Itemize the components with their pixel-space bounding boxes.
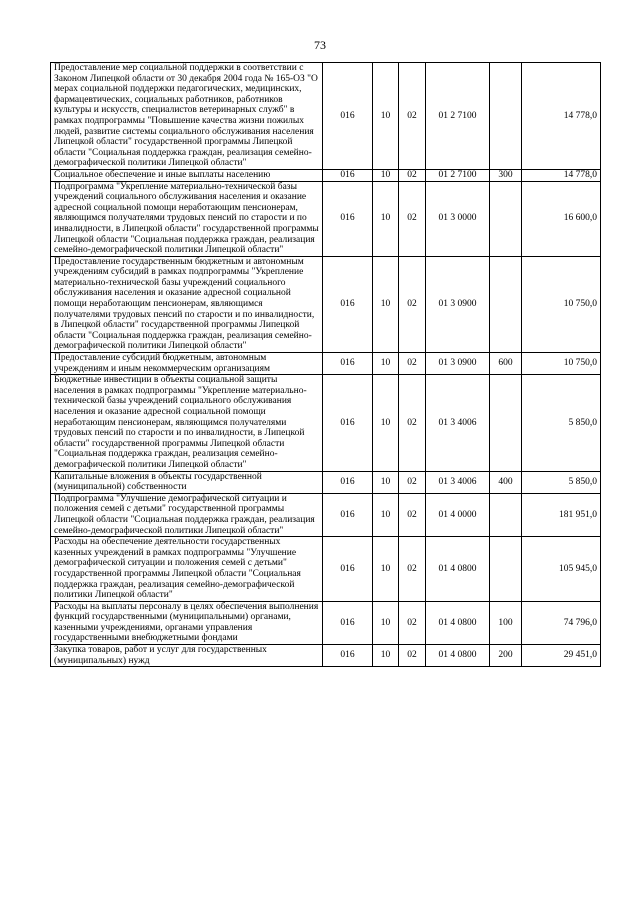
ministry-code-cell: 016 xyxy=(323,181,373,256)
expense-type-cell xyxy=(490,63,522,170)
table-row xyxy=(51,353,601,375)
subsection-code-cell: 02 xyxy=(399,63,426,170)
target-article-cell: 01 2 7100 xyxy=(426,169,490,181)
amount-cell: 29 451,0 xyxy=(522,645,601,667)
subsection-code-cell: 02 xyxy=(399,537,426,602)
amount-cell: 14 778,0 xyxy=(522,63,601,170)
expense-type-cell xyxy=(490,493,522,536)
subsection-code-cell: 02 xyxy=(399,169,426,181)
target-article-cell: 01 4 0800 xyxy=(426,537,490,602)
expense-type-cell: 300 xyxy=(490,169,522,181)
target-article-cell: 01 3 4006 xyxy=(426,375,490,471)
expense-name-cell: Бюджетные инвестиции в объекты социальной защиты населения в рамках подпрограммы "Укрепление материально-технической базы учреждений социального обслуживания населения и оказание адресной социальной помощи неработающим пенсионерам, являющимся получателями трудовых пенсий по старости и по инвалидности, в Липецкой области" государственной программы Липецкой области "Социальная поддержка граждан, реализация семейно-демографической политики Липецкой области" xyxy=(51,375,323,471)
expense-name-cell: Капитальные вложения в объекты государственной (муниципальной) собственности xyxy=(51,471,323,493)
ministry-code-cell: 016 xyxy=(323,493,373,536)
target-article-cell: 01 3 0900 xyxy=(426,353,490,375)
section-code-cell: 10 xyxy=(373,256,399,352)
expense-type-cell xyxy=(490,375,522,471)
target-article-cell: 01 3 4006 xyxy=(426,471,490,493)
expense-type-cell: 200 xyxy=(490,645,522,667)
target-article-cell: 01 4 0800 xyxy=(426,601,490,644)
table-row xyxy=(51,471,601,493)
expense-type-cell xyxy=(490,181,522,256)
table-row xyxy=(51,181,601,256)
ministry-code-cell: 016 xyxy=(323,471,373,493)
amount-cell: 10 750,0 xyxy=(522,353,601,375)
expense-type-cell: 400 xyxy=(490,471,522,493)
target-article-cell: 01 2 7100 xyxy=(426,63,490,170)
expense-name-cell: Социальное обеспечение и иные выплаты населению xyxy=(51,169,323,181)
subsection-code-cell: 02 xyxy=(399,493,426,536)
expense-name-cell: Расходы на выплаты персоналу в целях обеспечения выполнения функций государственными (муниципальными) органами, казенными учреждениями, органами управления государственными внебюджетными фондами xyxy=(51,601,323,644)
subsection-code-cell: 02 xyxy=(399,471,426,493)
section-code-cell: 10 xyxy=(373,63,399,170)
ministry-code-cell: 016 xyxy=(323,537,373,602)
amount-cell: 5 850,0 xyxy=(522,375,601,471)
budget-table-body xyxy=(51,63,601,667)
subsection-code-cell: 02 xyxy=(399,601,426,644)
ministry-code-cell: 016 xyxy=(323,63,373,170)
amount-cell: 10 750,0 xyxy=(522,256,601,352)
target-article-cell: 01 4 0000 xyxy=(426,493,490,536)
table-row xyxy=(51,645,601,667)
table-row xyxy=(51,169,601,181)
expense-name-cell: Предоставление субсидий бюджетным, автономным учреждениям и иным некоммерческим организациям xyxy=(51,353,323,375)
target-article-cell: 01 3 0900 xyxy=(426,256,490,352)
table-row xyxy=(51,601,601,644)
expense-type-cell xyxy=(490,537,522,602)
section-code-cell: 10 xyxy=(373,181,399,256)
expense-name-cell: Предоставление мер социальной поддержки в соответствии с Законом Липецкой области от 30 декабря 2004 года № 165-ОЗ "О мерах социальной поддержки педагогических, медицинских, фармацевтических, социальных работников, работников культуры и искусств, специалистов ветеринарных служб" в рамках подпрограммы "Повышение качества жизни пожилых людей, развитие системы социального обслуживания населения Липецкой области" государственной программы Липецкой области "Социальная поддержка граждан, реализация семейно-демографической политики Липецкой области" xyxy=(51,63,323,170)
page-number: 73 xyxy=(314,38,326,52)
subsection-code-cell: 02 xyxy=(399,256,426,352)
amount-cell: 5 850,0 xyxy=(522,471,601,493)
section-code-cell: 10 xyxy=(373,169,399,181)
expense-name-cell: Расходы на обеспечение деятельности государственных казенных учреждений в рамках подпрограммы "Улучшение демографической ситуации и положения семей с детьми" государственной программы Липецкой области "Социальная поддержка граждан, реализация семейно-демографической политики Липецкой области" xyxy=(51,537,323,602)
amount-cell: 181 951,0 xyxy=(522,493,601,536)
section-code-cell: 10 xyxy=(373,645,399,667)
table-row xyxy=(51,493,601,536)
table-row xyxy=(51,63,601,170)
target-article-cell: 01 3 0000 xyxy=(426,181,490,256)
ministry-code-cell: 016 xyxy=(323,256,373,352)
target-article-cell: 01 4 0800 xyxy=(426,645,490,667)
amount-cell: 14 778,0 xyxy=(522,169,601,181)
ministry-code-cell: 016 xyxy=(323,375,373,471)
section-code-cell: 10 xyxy=(373,471,399,493)
subsection-code-cell: 02 xyxy=(399,375,426,471)
section-code-cell: 10 xyxy=(373,353,399,375)
expense-name-cell: Подпрограмма "Улучшение демографической ситуации и положения семей с детьми" государственной программы Липецкой области "Социальная поддержка граждан, реализация семейно-демографической политики Липецкой области" xyxy=(51,493,323,536)
ministry-code-cell: 016 xyxy=(323,169,373,181)
amount-cell: 74 796,0 xyxy=(522,601,601,644)
section-code-cell: 10 xyxy=(373,493,399,536)
table-row xyxy=(51,537,601,602)
subsection-code-cell: 02 xyxy=(399,353,426,375)
expense-type-cell: 100 xyxy=(490,601,522,644)
table-row xyxy=(51,375,601,471)
ministry-code-cell: 016 xyxy=(323,601,373,644)
budget-table xyxy=(50,62,601,667)
section-code-cell: 10 xyxy=(373,601,399,644)
ministry-code-cell: 016 xyxy=(323,353,373,375)
expense-name-cell: Закупка товаров, работ и услуг для государственных (муниципальных) нужд xyxy=(51,645,323,667)
table-row xyxy=(51,256,601,352)
expense-name-cell: Предоставление государственным бюджетным и автономным учреждениям субсидий в рамках подпрограммы "Укрепление материально-технической базы учреждений социального обслуживания населения и оказание адресной социальной помощи неработающим пенсионерам, являющимся получателями трудовых пенсий по старости и по инвалидности, в Липецкой области" государственной программы Липецкой области "Социальная поддержка граждан, реализация семейно-демографической политики Липецкой области" xyxy=(51,256,323,352)
amount-cell: 105 945,0 xyxy=(522,537,601,602)
section-code-cell: 10 xyxy=(373,375,399,471)
subsection-code-cell: 02 xyxy=(399,181,426,256)
expense-name-cell: Подпрограмма "Укрепление материально-технической базы учреждений социального обслуживания населения и оказание адресной социальной помощи неработающим пенсионерам, являющимся получателями трудовых пенсий по старости и по инвалидности, в Липецкой области" государственной программы Липецкой области "Социальная поддержка граждан, реализация семейно-демографической политики Липецкой области" xyxy=(51,181,323,256)
expense-type-cell xyxy=(490,256,522,352)
ministry-code-cell: 016 xyxy=(323,645,373,667)
section-code-cell: 10 xyxy=(373,537,399,602)
amount-cell: 16 600,0 xyxy=(522,181,601,256)
expense-type-cell: 600 xyxy=(490,353,522,375)
subsection-code-cell: 02 xyxy=(399,645,426,667)
